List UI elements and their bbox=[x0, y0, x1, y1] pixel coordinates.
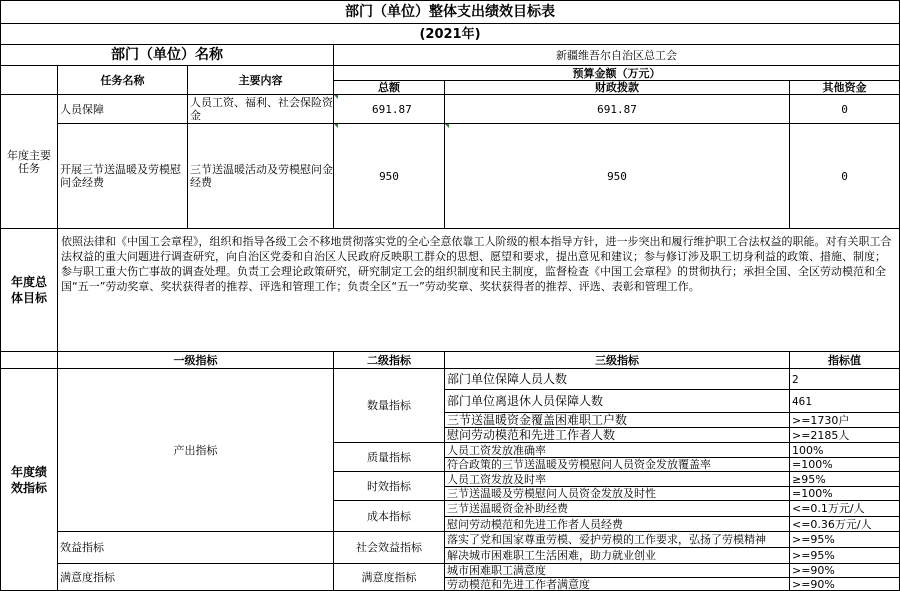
task-content: 三节送温暖活动及劳模慰问金经费 bbox=[187, 123, 334, 229]
task-header-blank bbox=[0, 65, 58, 95]
other-header: 其他资金 bbox=[789, 80, 900, 95]
tasks-label: 年度主要任务 bbox=[0, 94, 58, 229]
output-indicator: 产出指标 bbox=[57, 368, 334, 532]
level3-item: 部门单位离退休人员保障人数 bbox=[444, 389, 790, 413]
fiscal-header: 财政拨款 bbox=[444, 80, 790, 95]
task-total: 950 bbox=[333, 123, 445, 229]
task-name: 人员保障 bbox=[57, 94, 188, 124]
indicator-value: 2 bbox=[789, 368, 900, 390]
task-fiscal: 950 bbox=[444, 123, 790, 229]
main-content-header: 主要内容 bbox=[187, 65, 334, 95]
overall-goal-label: 年度总体目标 bbox=[0, 228, 58, 352]
level3-item: 解决城市困难职工生活困难，助力就业创业 bbox=[444, 547, 790, 564]
value-header: 指标值 bbox=[789, 351, 900, 369]
level3-item: 人员工资发放准确率 bbox=[444, 442, 790, 458]
total-header: 总额 bbox=[333, 80, 445, 95]
cell-comment-marker bbox=[445, 124, 449, 128]
timeliness-indicator: 时效指标 bbox=[333, 471, 445, 501]
level3-item: 劳动模范和先进工作者满意度 bbox=[444, 577, 790, 591]
budget-header: 预算金额（万元） bbox=[333, 65, 900, 81]
indicator-value: >=1730户 bbox=[789, 412, 900, 428]
benefit-indicator: 效益指标 bbox=[57, 531, 334, 564]
satisfaction-level2-indicator: 满意度指标 bbox=[333, 563, 445, 591]
performance-label: 年度绩效指标 bbox=[0, 368, 58, 591]
cell-comment-marker bbox=[334, 95, 338, 99]
level3-item: 慰问劳动模范和先进工作者人数 bbox=[444, 427, 790, 443]
cell-comment-marker bbox=[334, 124, 338, 128]
social-benefit-indicator: 社会效益指标 bbox=[333, 531, 445, 564]
level3-item: 落实了党和国家尊重劳模、爱护劳模的工作要求，弘扬了劳模精神 bbox=[444, 531, 790, 548]
level3-item: 三节送温暖资金覆盖困难职工户数 bbox=[444, 412, 790, 428]
level3-item: 符合政策的三节送温暖及劳模慰问人员资金发放覆盖率 bbox=[444, 457, 790, 472]
indicator-value: <=0.1万元/人 bbox=[789, 500, 900, 517]
indicator-value: >=90% bbox=[789, 563, 900, 578]
quantity-indicator: 数量指标 bbox=[333, 368, 445, 443]
dept-name-label: 部门（单位）名称 bbox=[0, 44, 334, 66]
indicator-value: =100% bbox=[789, 486, 900, 501]
task-other: 0 bbox=[789, 94, 900, 124]
level1-header: 一级指标 bbox=[57, 351, 334, 369]
task-total: 691.87 bbox=[333, 94, 445, 124]
task-name: 开展三节送温暖及劳模慰问金经费 bbox=[57, 123, 188, 229]
dept-name-value: 新疆维吾尔自治区总工会 bbox=[333, 44, 900, 66]
task-content: 人员工资、福利、社会保险资金 bbox=[187, 94, 334, 124]
sheet-title: 部门（单位）整体支出绩效目标表 bbox=[0, 0, 900, 24]
indicator-value: ≥95% bbox=[789, 471, 900, 487]
cost-indicator: 成本指标 bbox=[333, 500, 445, 532]
indicator-value: >=90% bbox=[789, 577, 900, 591]
task-fiscal: 691.87 bbox=[444, 94, 790, 124]
level3-item: 慰问劳动模范和先进工作者人员经费 bbox=[444, 516, 790, 532]
level3-item: 三节送温暖资金补助经费 bbox=[444, 500, 790, 517]
level3-item: 部门单位保障人员人数 bbox=[444, 368, 790, 390]
indicator-value: <=0.36万元/人 bbox=[789, 516, 900, 532]
task-other: 0 bbox=[789, 123, 900, 229]
indicator-value: =100% bbox=[789, 457, 900, 472]
perf-header-blank bbox=[0, 351, 58, 369]
quality-indicator: 质量指标 bbox=[333, 442, 445, 472]
level3-header: 三级指标 bbox=[444, 351, 790, 369]
indicator-value: >=95% bbox=[789, 531, 900, 548]
indicator-value: >=95% bbox=[789, 547, 900, 564]
sheet-year: (2021年) bbox=[0, 23, 900, 45]
indicator-value: >=2185人 bbox=[789, 427, 900, 443]
level2-header: 二级指标 bbox=[333, 351, 445, 369]
satisfaction-indicator: 满意度指标 bbox=[57, 563, 334, 591]
indicator-value: 461 bbox=[789, 389, 900, 413]
overall-goal-text: 依照法律和《中国工会章程》，组织和指导各级工会不移地贯彻落实党的全心全意依靠工人阶级的根本指导方针，进一步突出和履行维护职工合法权益的职能。对有关职工合法权益的重大问题进行调查研究，向自治区党委和自治区人民政府反映职工群众的思想、愿望和要求，提出意见和建议；参与修订涉及职工切身利益的政策、措施、制度；参与职工重大伤亡事故的调查处理。负责工会理论政策研究，研究制定工会的组织制度和民主制度，监督检查《中国工会章程》的贯彻执行；承担全国、全区劳动模范和全国“五一”劳动奖章、奖状获得者的推荐、评选和管理工作；负责全区“五一”劳动奖章、奖状获得者的推荐、评选、表彰和管理工作。 bbox=[57, 228, 900, 352]
level3-item: 三节送温暖及劳模慰问人员资金发放及时性 bbox=[444, 486, 790, 501]
indicator-value: 100% bbox=[789, 442, 900, 458]
level3-item: 人员工资发放及时率 bbox=[444, 471, 790, 487]
level3-item: 城市困难职工满意度 bbox=[444, 563, 790, 578]
task-name-header: 任务名称 bbox=[57, 65, 188, 95]
